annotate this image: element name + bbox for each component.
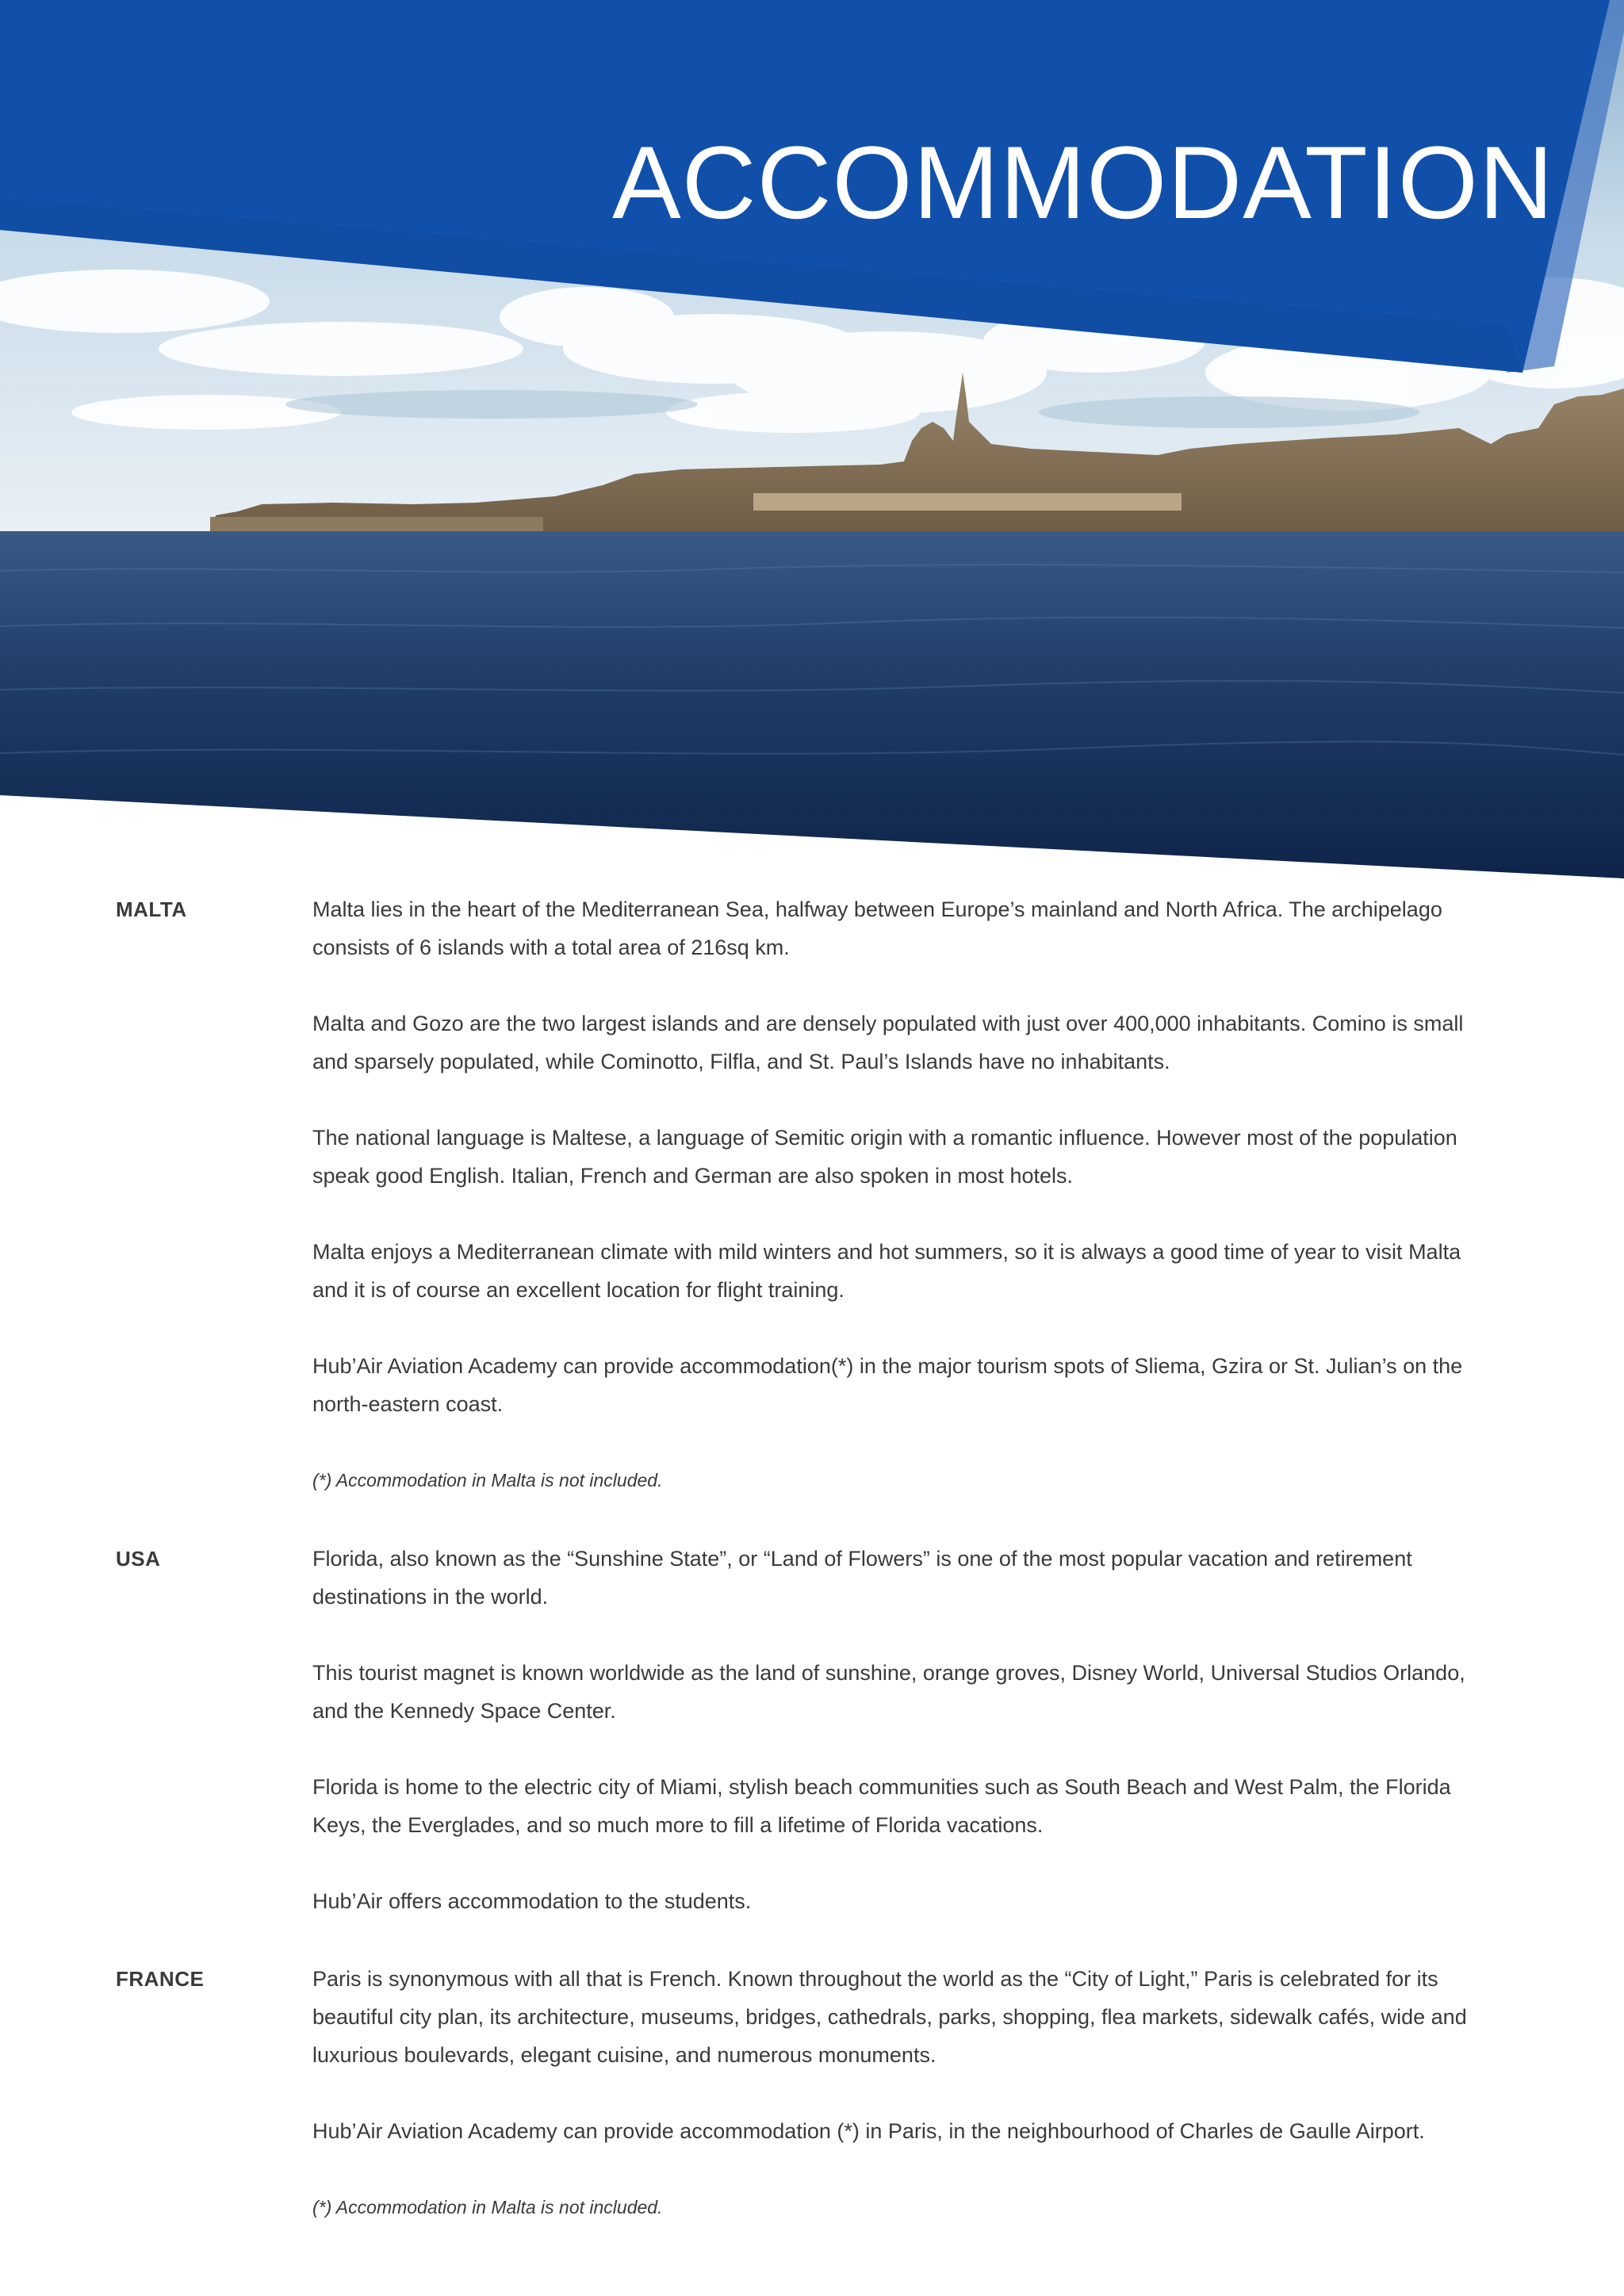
paragraph: Florida, also known as the “Sunshine State”, or “Land of Flowers” is one of the most popular vacation and retirement destinations in the world. [312,1547,1412,1609]
paragraph: Hub’Air Aviation Academy can provide accommodation (*) in Paris, in the neighbourhood of Charles de Gaulle Airport. [312,2119,1425,2143]
paragraph: This tourist magnet is known worldwide as the land of sunshine, orange groves, Disney World, Universal Studios Orlando, and the Kennedy Space Center. [312,1661,1465,1723]
section-label-usa: USA [116,1547,161,1571]
section-body-usa [312,1540,1502,1920]
paragraph: The national language is Maltese, a language of Semitic origin with a romantic influence. However most of the population speak good English. Italian, French and German are also spoken in most hotels. [312,1126,1457,1188]
section-label-france: FRANCE [116,1967,205,1991]
paragraph: Paris is synonymous with all that is French. Known throughout the world as the “City of Light,” Paris is celebrated for its beautiful city plan, its architecture, museums, bridges, cathedrals, parks, shopping, flea markets, sidewalk cafés, wide and luxurious boulevards, elegant cuisine, and numerous monuments. [312,1967,1467,2067]
section-label-malta: MALTA [116,897,187,921]
paragraph: Malta and Gozo are the two largest islands and are densely populated with just over 400,000 inhabitants. Comino is small and sparsely populated, while Cominotto, Filfla, and St. Paul’s Islands have no inhabitants. [312,1012,1464,1073]
footnote: (*) Accommodation in Malta is not included. [312,1470,663,1490]
section-body-malta [312,890,1502,1499]
paragraph: Malta enjoys a Mediterranean climate with mild winters and hot summers, so it is always a good time of year to visit Malta and it is of course an excellent location for flight training. [312,1240,1461,1302]
paragraph: Malta lies in the heart of the Mediterranean Sea, halfway between Europe’s mainland and North Africa. The archipelago consists of 6 islands with a total area of 216sq km. [312,897,1442,959]
paragraph: Hub’Air offers accommodation to the students. [312,1889,752,1913]
section-body-france [312,1960,1502,2226]
page-title: ACCOMMODATION [612,124,1554,240]
paragraph: Florida is home to the electric city of Miami, stylish beach communities such as South Beach and West Palm, the Florida Keys, the Everglades, and so much more to fill a lifetime of Florida vacations. [312,1775,1451,1837]
footnote: (*) Accommodation in Malta is not included. [312,2197,663,2218]
paragraph: Hub’Air Aviation Academy can provide accommodation(*) in the major tourism spots of Sliema, Gzira or St. Julian’s on the north-eastern coast. [312,1354,1463,1416]
